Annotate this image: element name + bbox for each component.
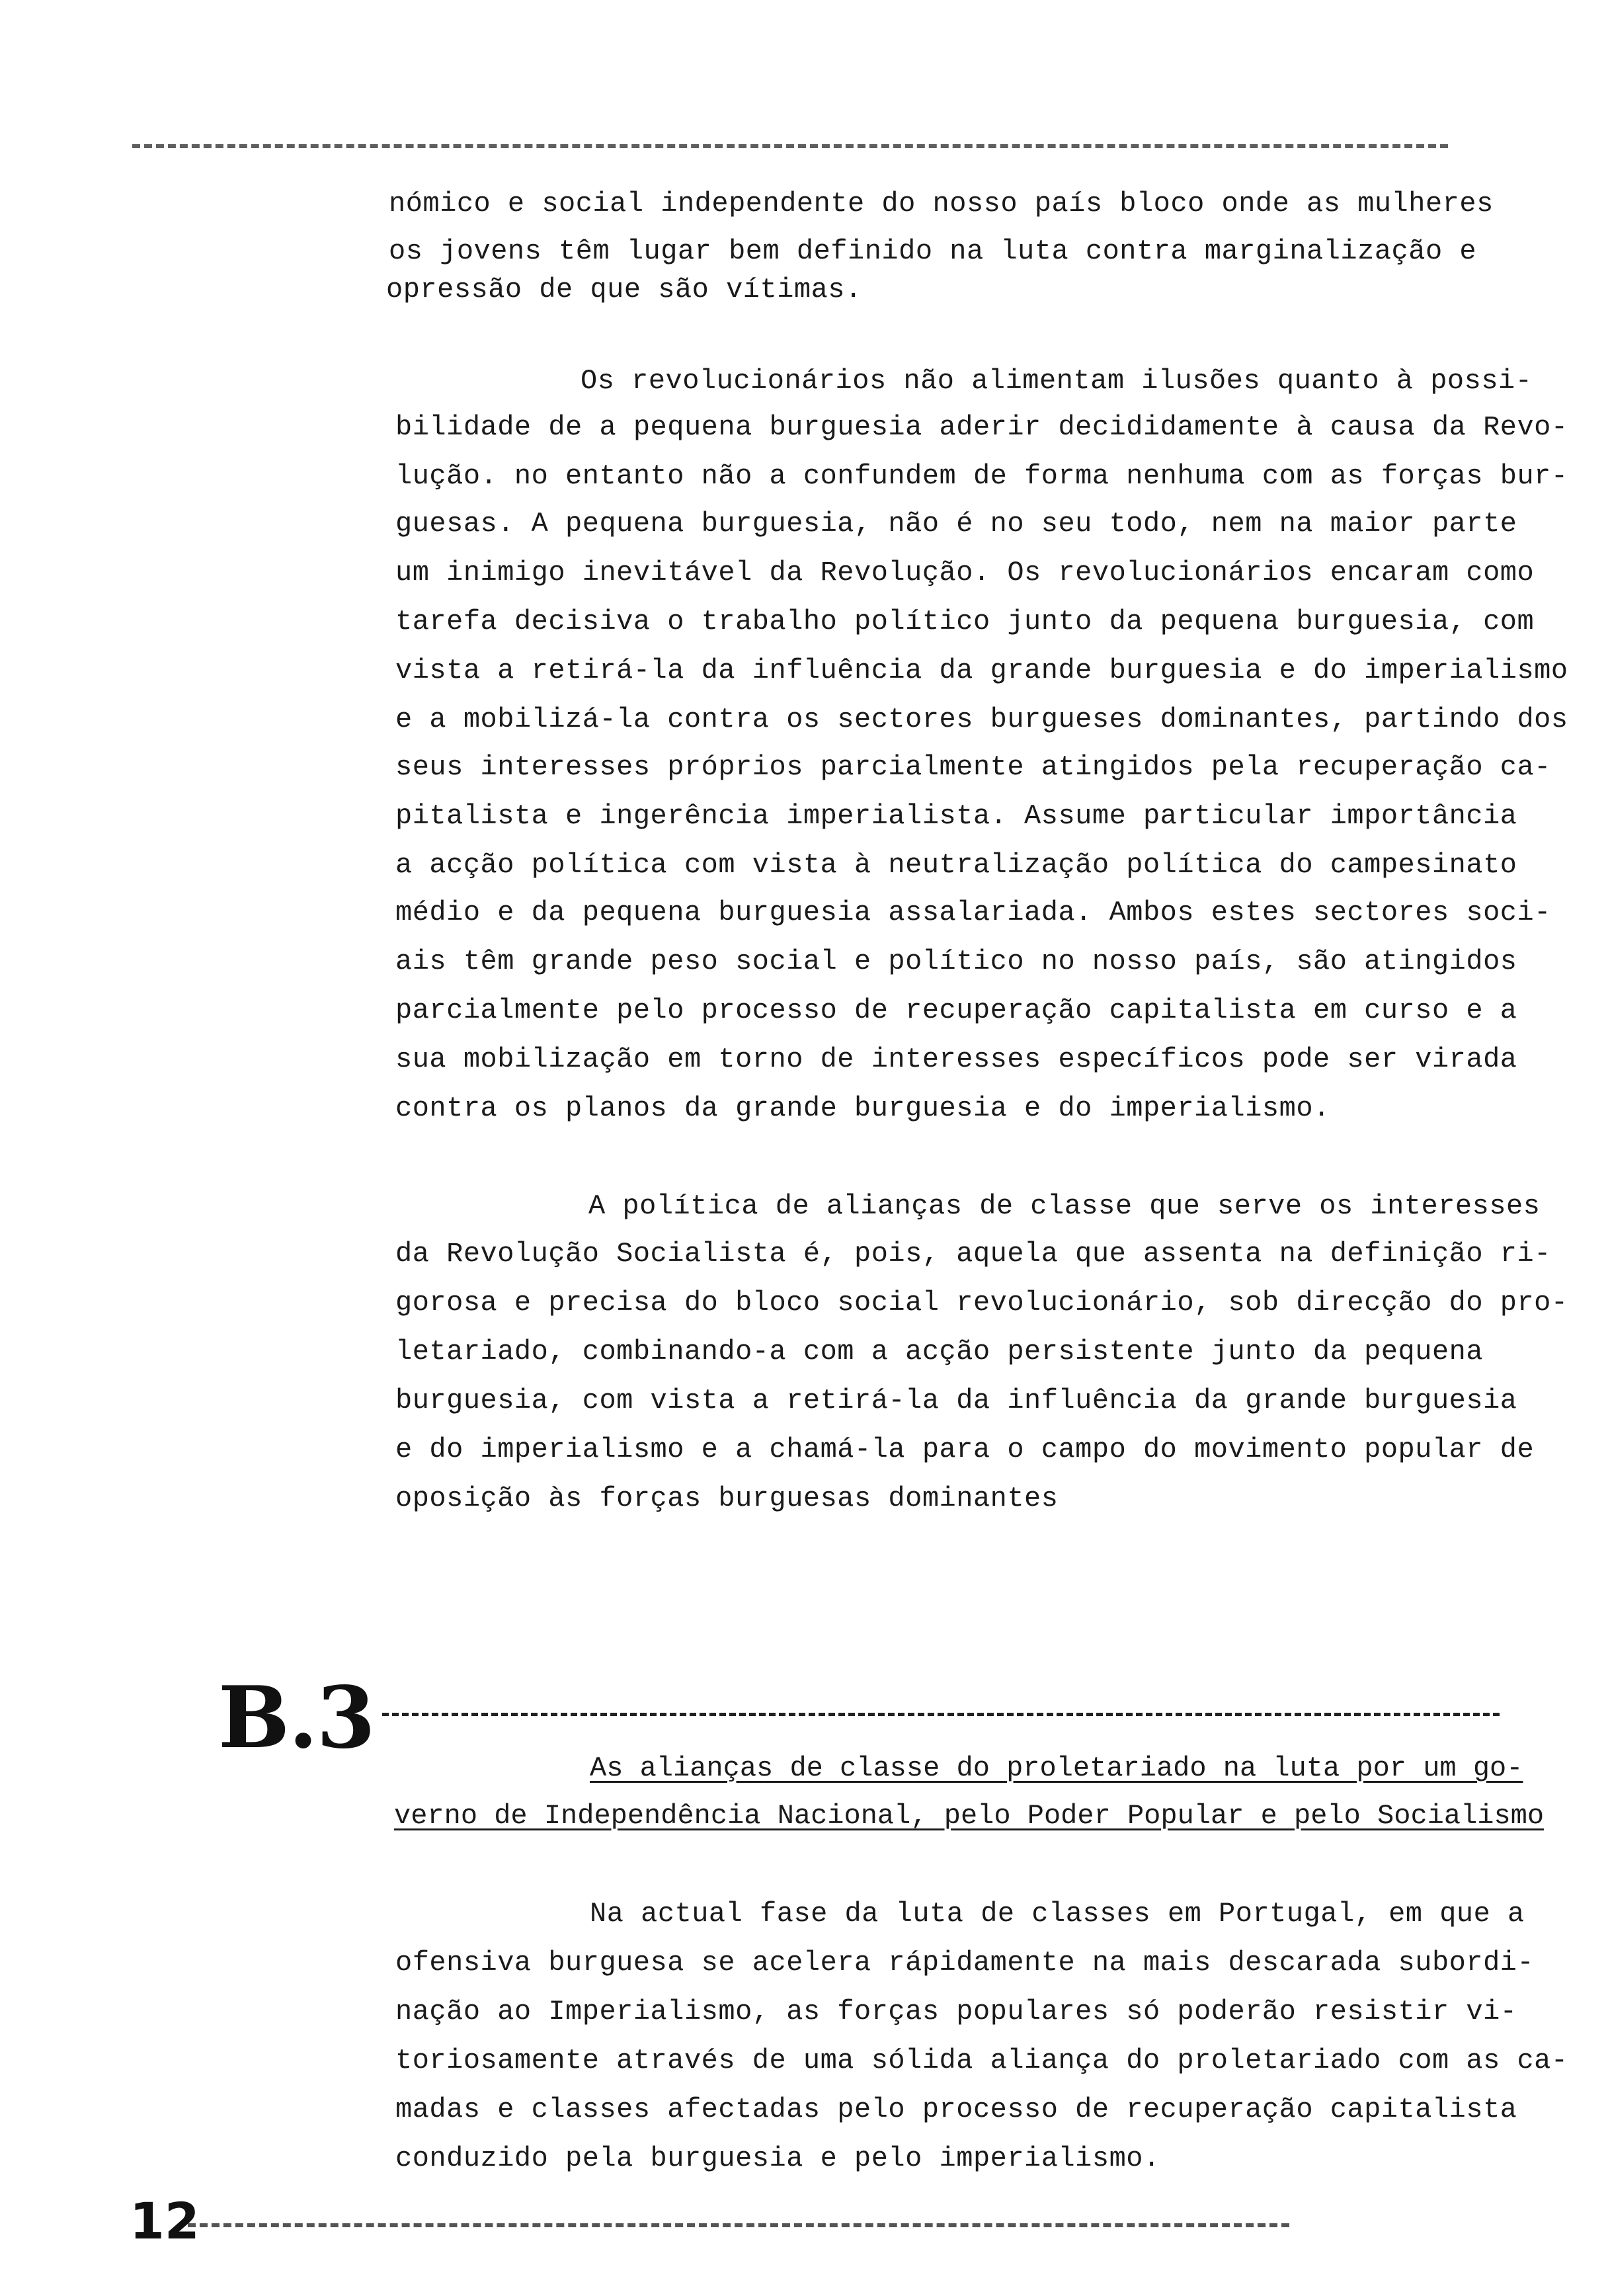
- text-line: vista a retirá-la da influência da grande burguesia e do imperialismo: [395, 655, 1568, 686]
- text-line: a acção política com vista à neutralização política do campesinato: [395, 849, 1517, 881]
- text-line: guesas. A pequena burguesia, não é no seu todo, nem na maior parte: [395, 508, 1517, 540]
- text-line: os jovens têm lugar bem definido na luta contra marginalização e: [389, 235, 1477, 267]
- text-line: gorosa e precisa do bloco social revolucionário, sob direcção do pro-: [395, 1287, 1568, 1319]
- text-line: conduzido pela burguesia e pelo imperialismo.: [395, 2143, 1160, 2174]
- text-line: ofensiva burguesa se acelera rápidamente na mais descarada subordi-: [395, 1947, 1535, 1979]
- text-line: A política de alianças de classe que serve os interesses: [588, 1190, 1541, 1222]
- text-line: pitalista e ingerência imperialista. Assume particular importância: [395, 800, 1517, 832]
- section-divider-rule: [382, 1713, 1500, 1716]
- text-line: ais têm grande peso social e político no nosso país, são atingidos: [395, 946, 1517, 977]
- text-line: Na actual fase da luta de classes em Portugal, em que a: [590, 1898, 1525, 1930]
- section-heading-line: As alianças de classe do proletariado na luta por um go-: [590, 1752, 1523, 1784]
- text-line: contra os planos da grande burguesia e do imperialismo.: [395, 1092, 1330, 1124]
- text-line: nómico e social independente do nosso país bloco onde as mulheres: [389, 188, 1494, 220]
- text-line: e a mobilizá-la contra os sectores burgueses dominantes, partindo dos: [395, 704, 1568, 735]
- text-line: nação ao Imperialismo, as forças populares só poderão resistir vi-: [395, 1996, 1517, 2028]
- text-line: sua mobilização em torno de interesses específicos pode ser virada: [395, 1044, 1517, 1075]
- text-line: médio e da pequena burguesia assalariada. Ambos estes sectores soci-: [395, 897, 1551, 928]
- text-line: bilidade de a pequena burguesia aderir decididamente à causa da Revo-: [395, 411, 1568, 443]
- text-line: um inimigo inevitável da Revolução. Os revolucionários encaram como: [395, 557, 1535, 589]
- text-line: parcialmente pelo processo de recuperação capitalista em curso e a: [395, 995, 1517, 1026]
- top-divider-rule: [132, 144, 1448, 148]
- text-line: seus interesses próprios parcialmente atingidos pela recuperação ca-: [395, 751, 1551, 783]
- section-heading-line: verno de Independência Nacional, pelo Poder Popular e pelo Socialismo: [394, 1800, 1545, 1832]
- text-line: tarefa decisiva o trabalho político junto da pequena burguesia, com: [395, 606, 1535, 637]
- text-line: Os revolucionários não alimentam ilusões quanto à possi-: [581, 365, 1533, 397]
- text-line: burguesia, com vista a retirá-la da influência da grande burguesia: [395, 1385, 1517, 1416]
- text-line: letariado, combinando-a com a acção persistente junto da pequena: [395, 1336, 1484, 1368]
- text-line: da Revolução Socialista é, pois, aquela que assenta na definição ri-: [395, 1238, 1551, 1270]
- text-line: madas e classes afectadas pelo processo de recuperação capitalista: [395, 2094, 1517, 2125]
- text-line: oposição às forças burguesas dominantes: [395, 1483, 1059, 1514]
- text-line: toriosamente através de uma sólida aliança do proletariado com as ca-: [395, 2045, 1568, 2076]
- text-line: lução. no entanto não a confundem de forma nenhuma com as forças bur-: [395, 460, 1568, 492]
- text-line: e do imperialismo e a chamá-la para o campo do movimento popular de: [395, 1434, 1535, 1465]
- page-number: 12: [130, 2192, 200, 2250]
- section-label: B.3: [218, 1668, 374, 1768]
- bottom-divider-rule: [188, 2223, 1289, 2227]
- text-line: opressão de que são vítimas.: [386, 274, 862, 306]
